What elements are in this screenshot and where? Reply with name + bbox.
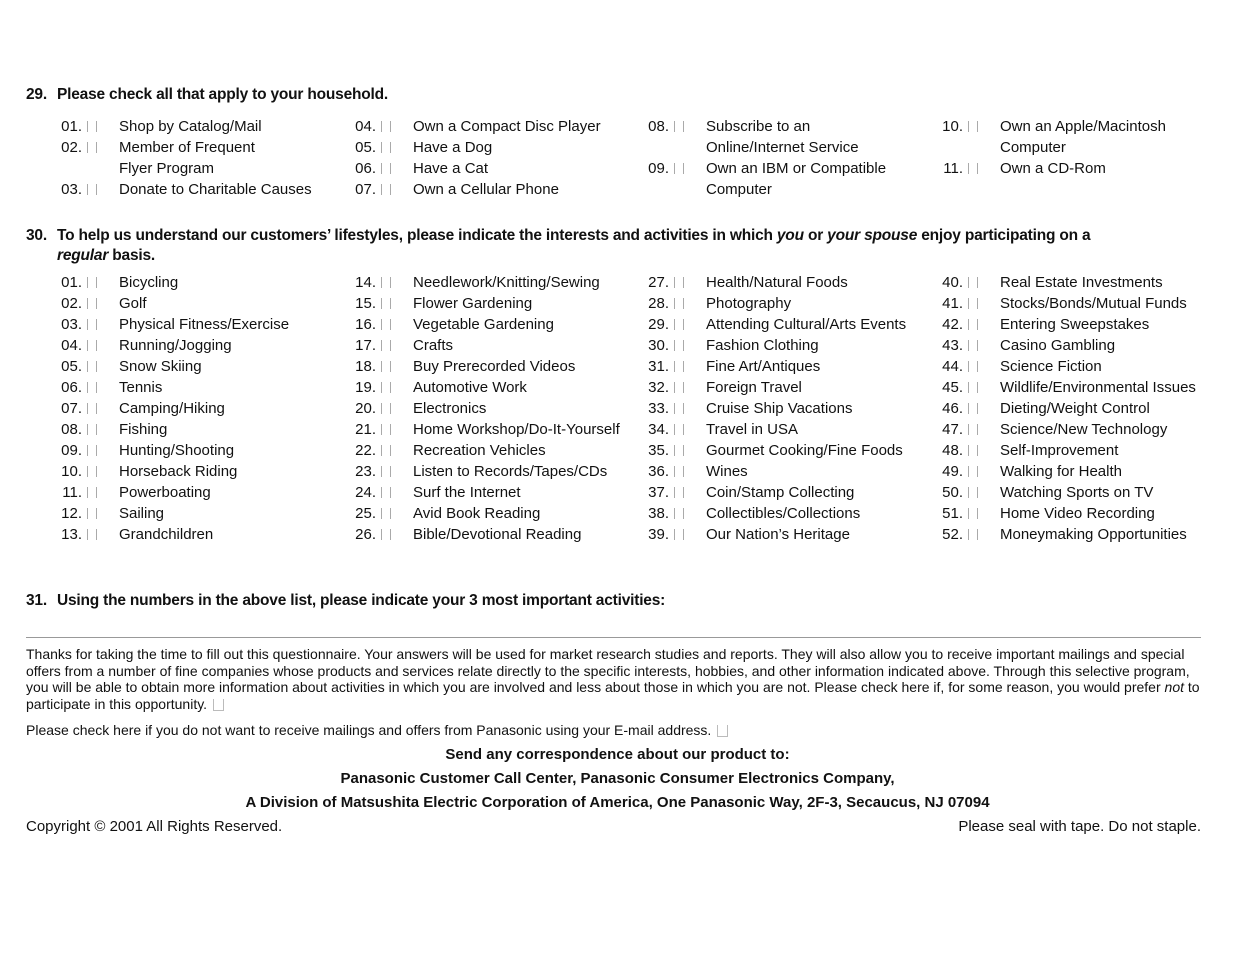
item-number: 25.	[355, 505, 376, 522]
item-number: 17.	[355, 337, 376, 354]
item-label: Shop by Catalog/Mail	[119, 118, 262, 135]
item-label: Walking for Health	[1000, 463, 1122, 480]
optout-program-checkbox[interactable]	[213, 699, 224, 711]
item-number: 01.	[61, 274, 82, 291]
item-checkbox[interactable]	[968, 121, 978, 132]
item-number: 21.	[355, 421, 376, 438]
item-checkbox[interactable]	[968, 382, 978, 393]
item-checkbox[interactable]	[87, 445, 97, 456]
question-29	[26, 86, 388, 104]
item-number: 03.	[61, 181, 82, 198]
item-number: 20.	[355, 400, 376, 417]
item-label: Travel in USA	[706, 421, 798, 438]
item-label: Automotive Work	[413, 379, 527, 396]
item-label: Powerboating	[119, 484, 211, 501]
item-number: 15.	[355, 295, 376, 312]
item-number: 33.	[648, 400, 669, 417]
item-number: 39.	[648, 526, 669, 543]
item-label: Our Nation’s Heritage	[706, 526, 850, 543]
item-number: 46.	[942, 400, 963, 417]
item-label: Tennis	[119, 379, 163, 396]
question-text: Using the numbers in the above list, please indicate your 3 most important activities:	[57, 592, 666, 609]
item-number: 30.	[648, 337, 669, 354]
item-label: Recreation Vehicles	[413, 442, 546, 459]
thanks-text-end: to participate in this opportunity.	[26, 679, 1200, 712]
item-number: 45.	[942, 379, 963, 396]
item-number: 37.	[648, 484, 669, 501]
item-label: Wines	[706, 463, 748, 480]
item-number: 43.	[942, 337, 963, 354]
item-number: 07.	[61, 400, 82, 417]
item-checkbox[interactable]	[674, 163, 684, 174]
item-checkbox[interactable]	[381, 508, 391, 519]
item-label: Watching Sports on TV	[1000, 484, 1154, 501]
item-label: Running/Jogging	[119, 337, 232, 354]
item-checkbox[interactable]	[87, 361, 97, 372]
item-label: Wildlife/Environmental Issues	[1000, 379, 1196, 396]
item-checkbox[interactable]	[381, 487, 391, 498]
item-checkbox[interactable]	[87, 424, 97, 435]
seal-instructions: Please seal with tape. Do not staple.	[958, 818, 1201, 835]
email-optout-text: Please check here if you do not want to receive mailings and offers from Panasonic using your E-mail address.	[26, 722, 712, 738]
item-checkbox[interactable]	[381, 184, 391, 195]
item-number: 22.	[355, 442, 376, 459]
item-number: 11.	[62, 484, 82, 501]
item-number: 14.	[355, 274, 376, 291]
item-checkbox[interactable]	[381, 382, 391, 393]
item-label: Golf	[119, 295, 147, 312]
item-number: 02.	[61, 295, 82, 312]
item-number: 09.	[61, 442, 82, 459]
emphasis-not: not	[1164, 679, 1184, 695]
emphasis-spouse: your spouse	[827, 227, 918, 244]
item-label: Health/Natural Foods	[706, 274, 848, 291]
item-number: 32.	[648, 379, 669, 396]
question-30	[26, 226, 1216, 266]
item-label: Home Video Recording	[1000, 505, 1155, 522]
item-checkbox[interactable]	[674, 298, 684, 309]
item-number: 40.	[942, 274, 963, 291]
item-number: 18.	[355, 358, 376, 375]
item-label: Fishing	[119, 421, 168, 438]
item-number: 08.	[61, 421, 82, 438]
item-checkbox[interactable]	[674, 424, 684, 435]
item-label: Entering Sweepstakes	[1000, 316, 1150, 333]
item-label: Photography	[706, 295, 792, 312]
item-number: 04.	[355, 118, 376, 135]
item-label: Donate to Charitable Causes	[119, 181, 312, 198]
item-label: Snow Skiing	[119, 358, 202, 375]
item-checkbox[interactable]	[381, 466, 391, 477]
question-number: 29.	[26, 86, 47, 103]
question-text-basis: basis.	[108, 247, 156, 264]
item-label: Own a Cellular Phone	[413, 181, 559, 198]
item-number: 35.	[648, 442, 669, 459]
item-checkbox[interactable]	[674, 403, 684, 414]
item-label: Grandchildren	[119, 526, 214, 543]
thanks-text: Thanks for taking the time to fill out this questionnaire. Your answers will be used for market research studies and reports. They will also allow you to receive important mailings and special offers from a number of fine companies whose products and services relate directly to the specific interests, hobbies, and other information indicated above. Through this selective program, you will be able to obtain more information about activities in which you are involved and less about those in which you are not. Please check here if, for some reason, you would prefer	[26, 646, 1190, 695]
item-checkbox[interactable]	[674, 277, 684, 288]
question-number: 30.	[26, 227, 47, 244]
item-number: 41.	[942, 295, 963, 312]
item-checkbox[interactable]	[381, 445, 391, 456]
item-checkbox[interactable]	[674, 361, 684, 372]
item-label: Electronics	[413, 400, 487, 417]
item-checkbox[interactable]	[674, 487, 684, 498]
item-label: Real Estate Investments	[1000, 274, 1163, 291]
item-number: 05.	[61, 358, 82, 375]
email-optout	[26, 722, 1206, 739]
item-checkbox[interactable]	[968, 466, 978, 477]
item-label: Sailing	[119, 505, 165, 522]
item-number: 48.	[942, 442, 963, 459]
item-checkbox[interactable]	[381, 424, 391, 435]
item-label: Bicycling	[119, 274, 179, 291]
item-number: 02.	[61, 139, 82, 156]
item-checkbox[interactable]	[87, 277, 97, 288]
company-address: A Division of Matsushita Electric Corporation of America, One Panasonic Way, 2F-3, Secaucus, NJ 07094	[245, 794, 990, 811]
question-text-or: or	[803, 227, 828, 244]
item-checkbox[interactable]	[968, 163, 978, 174]
item-label: Attending Cultural/Arts Events	[706, 316, 907, 333]
send-correspondence-heading: Send any correspondence about our product to:	[445, 746, 790, 763]
item-checkbox[interactable]	[381, 361, 391, 372]
item-number: 04.	[61, 337, 82, 354]
item-checkbox[interactable]	[381, 163, 391, 174]
item-label: Physical Fitness/Exercise	[119, 316, 290, 333]
item-label-continued: Computer	[706, 181, 772, 198]
item-label: Have a Cat	[413, 160, 489, 177]
item-number: 19.	[355, 379, 376, 396]
item-label: Own an Apple/Macintosh	[1000, 118, 1166, 135]
item-number: 52.	[942, 526, 963, 543]
item-checkbox[interactable]	[968, 298, 978, 309]
item-number: 06.	[61, 379, 82, 396]
item-label: Own a Compact Disc Player	[413, 118, 601, 135]
copyright: Copyright © 2001 All Rights Reserved.	[26, 818, 283, 835]
item-checkbox[interactable]	[381, 121, 391, 132]
item-number: 51.	[942, 505, 963, 522]
item-label: Buy Prerecorded Videos	[413, 358, 576, 375]
item-number: 42.	[942, 316, 963, 333]
item-checkbox[interactable]	[87, 508, 97, 519]
item-checkbox[interactable]	[968, 277, 978, 288]
call-center-name: Panasonic Customer Call Center, Panasonic Consumer Electronics Company,	[340, 770, 895, 787]
item-number: 09.	[648, 160, 669, 177]
item-checkbox[interactable]	[674, 466, 684, 477]
item-number: 31.	[648, 358, 669, 375]
item-checkbox[interactable]	[381, 142, 391, 153]
item-checkbox[interactable]	[87, 298, 97, 309]
item-label: Flower Gardening	[413, 295, 533, 312]
item-checkbox[interactable]	[381, 340, 391, 351]
item-label: Bible/Devotional Reading	[413, 526, 582, 543]
item-label-continued: Flyer Program	[119, 160, 215, 177]
item-checkbox[interactable]	[87, 529, 97, 540]
item-number: 28.	[648, 295, 669, 312]
item-label: Home Workshop/Do-It-Yourself	[413, 421, 620, 438]
item-label: Fashion Clothing	[706, 337, 819, 354]
item-checkbox[interactable]	[968, 403, 978, 414]
item-number: 34.	[648, 421, 669, 438]
item-number: 06.	[355, 160, 376, 177]
item-number: 10.	[942, 118, 963, 135]
item-label: Moneymaking Opportunities	[1000, 526, 1187, 543]
item-label: Needlework/Knitting/Sewing	[413, 274, 600, 291]
question-text: Please check all that apply to your household.	[57, 86, 389, 103]
item-number: 03.	[61, 316, 82, 333]
item-number: 23.	[355, 463, 376, 480]
item-checkbox[interactable]	[87, 487, 97, 498]
emphasis-regular: regular	[57, 247, 109, 264]
item-number: 38.	[648, 505, 669, 522]
question-text-end: enjoy participating on a	[917, 227, 1091, 244]
item-number: 36.	[648, 463, 669, 480]
item-checkbox[interactable]	[674, 508, 684, 519]
item-label: Listen to Records/Tapes/CDs	[413, 463, 608, 480]
thanks-paragraph	[26, 646, 1206, 712]
item-checkbox[interactable]	[381, 319, 391, 330]
item-label: Surf the Internet	[413, 484, 521, 501]
item-checkbox[interactable]	[381, 403, 391, 414]
item-label: Gourmet Cooking/Fine Foods	[706, 442, 903, 459]
item-checkbox[interactable]	[674, 319, 684, 330]
item-label: Hunting/Shooting	[119, 442, 235, 459]
item-number: 26.	[355, 526, 376, 543]
item-label: Avid Book Reading	[413, 505, 541, 522]
item-label: Crafts	[413, 337, 454, 354]
item-number: 50.	[942, 484, 963, 501]
item-checkbox[interactable]	[674, 121, 684, 132]
item-number: 08.	[648, 118, 669, 135]
item-label: Science/New Technology	[1000, 421, 1168, 438]
item-label: Dieting/Weight Control	[1000, 400, 1150, 417]
item-number: 12.	[61, 505, 82, 522]
item-checkbox[interactable]	[968, 319, 978, 330]
item-number: 01.	[61, 118, 82, 135]
item-checkbox[interactable]	[87, 184, 97, 195]
question-number: 31.	[26, 592, 47, 609]
item-checkbox[interactable]	[968, 487, 978, 498]
item-label: Horseback Riding	[119, 463, 238, 480]
item-checkbox[interactable]	[968, 445, 978, 456]
item-number: 24.	[355, 484, 376, 501]
item-number: 05.	[355, 139, 376, 156]
item-number: 07.	[355, 181, 376, 198]
item-label: Member of Frequent	[119, 139, 255, 156]
item-number: 44.	[942, 358, 963, 375]
item-number: 47.	[942, 421, 963, 438]
item-label-continued: Computer	[1000, 139, 1066, 156]
item-label: Vegetable Gardening	[413, 316, 554, 333]
item-checkbox[interactable]	[674, 529, 684, 540]
item-number: 13.	[61, 526, 82, 543]
item-number: 27.	[648, 274, 669, 291]
item-label-continued: Online/Internet Service	[706, 139, 859, 156]
item-checkbox[interactable]	[968, 361, 978, 372]
item-checkbox[interactable]	[87, 319, 97, 330]
item-checkbox[interactable]	[381, 298, 391, 309]
item-label: Casino Gambling	[1000, 337, 1116, 354]
item-checkbox[interactable]	[968, 508, 978, 519]
item-checkbox[interactable]	[968, 340, 978, 351]
item-label: Own an IBM or Compatible	[706, 160, 887, 177]
item-label: Camping/Hiking	[119, 400, 225, 417]
item-label: Foreign Travel	[706, 379, 802, 396]
item-number: 10.	[61, 463, 82, 480]
item-checkbox[interactable]	[87, 340, 97, 351]
item-label: Coin/Stamp Collecting	[706, 484, 855, 501]
email-optout-checkbox[interactable]	[717, 725, 728, 737]
item-checkbox[interactable]	[968, 424, 978, 435]
item-number: 29.	[648, 316, 669, 333]
emphasis-you: you	[776, 227, 804, 244]
item-checkbox[interactable]	[87, 142, 97, 153]
item-checkbox[interactable]	[674, 445, 684, 456]
item-number: 11.	[943, 160, 963, 177]
item-label: Collectibles/Collections	[706, 505, 861, 522]
item-label: Subscribe to an	[706, 118, 811, 135]
question-text-line2	[26, 246, 1216, 266]
item-checkbox[interactable]	[674, 340, 684, 351]
item-checkbox[interactable]	[381, 277, 391, 288]
item-checkbox[interactable]	[674, 382, 684, 393]
item-checkbox[interactable]	[968, 529, 978, 540]
item-label: Cruise Ship Vacations	[706, 400, 853, 417]
item-number: 49.	[942, 463, 963, 480]
divider	[26, 637, 1201, 638]
item-checkbox[interactable]	[87, 466, 97, 477]
item-label: Stocks/Bonds/Mutual Funds	[1000, 295, 1187, 312]
item-checkbox[interactable]	[381, 529, 391, 540]
question-text: To help us understand our customers’ lifestyles, please indicate the interests and activities in which	[57, 227, 777, 244]
item-label: Own a CD-Rom	[1000, 160, 1106, 177]
item-checkbox[interactable]	[87, 121, 97, 132]
item-number: 16.	[355, 316, 376, 333]
item-label: Have a Dog	[413, 139, 493, 156]
item-checkbox[interactable]	[87, 382, 97, 393]
item-checkbox[interactable]	[87, 403, 97, 414]
question-31	[26, 592, 665, 610]
item-label: Fine Art/Antiques	[706, 358, 821, 375]
item-label: Self-Improvement	[1000, 442, 1119, 459]
item-label: Science Fiction	[1000, 358, 1102, 375]
